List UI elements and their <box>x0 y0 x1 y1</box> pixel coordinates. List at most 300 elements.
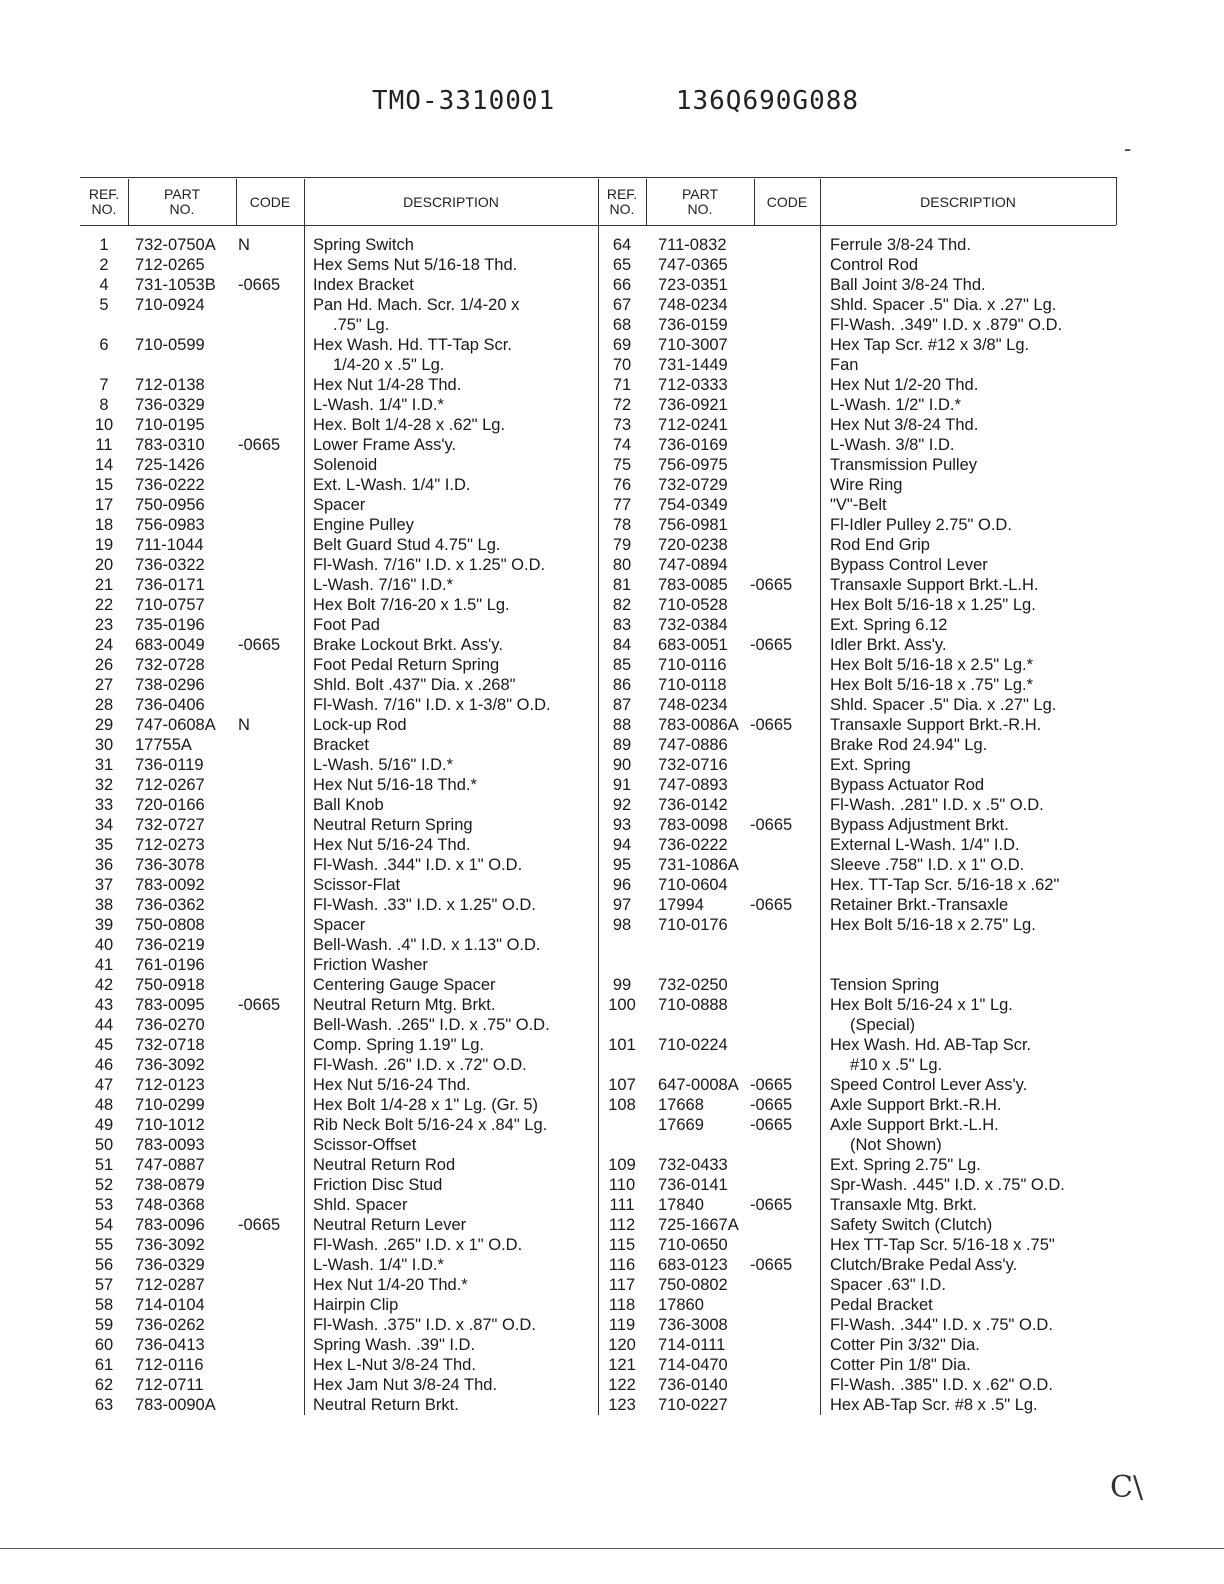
ref-no-cell: 122 <box>608 1376 636 1394</box>
description-cell: Pedal Bracket <box>830 1296 933 1314</box>
ref-no-cell: 81 <box>612 576 632 594</box>
description-cell: Spr-Wash. .445" I.D. x .75" O.D. <box>830 1176 1065 1194</box>
table-header-left <box>80 179 600 226</box>
ref-no-cell: 35 <box>94 836 114 854</box>
ref-no-cell: 85 <box>612 656 632 674</box>
part-no-cell: 738-0879 <box>135 1176 205 1194</box>
table-row <box>598 395 1116 415</box>
ref-no-cell: 2 <box>99 256 109 274</box>
ref-no-cell: 44 <box>94 1016 114 1034</box>
ref-no-cell: 68 <box>612 316 632 334</box>
part-no-cell: 748-0234 <box>658 696 728 714</box>
part-no-cell: 732-0433 <box>658 1156 728 1174</box>
header-ref-no: REF. NO. <box>88 186 120 217</box>
ref-no-cell: 59 <box>94 1316 114 1334</box>
part-no-cell: 783-0090A <box>135 1396 216 1414</box>
table-row <box>80 1255 600 1275</box>
ref-no-cell: 93 <box>612 816 632 834</box>
description-cell: Lock-up Rod <box>313 716 407 734</box>
table-row <box>598 455 1116 475</box>
table-row <box>80 615 600 635</box>
ref-no-cell: 92 <box>612 796 632 814</box>
part-no-cell: 710-0299 <box>135 1096 205 1114</box>
ref-no-cell: 112 <box>608 1216 636 1234</box>
part-no-cell: 17860 <box>658 1296 704 1314</box>
description-cell: Hex TT-Tap Scr. 5/16-18 x .75" <box>830 1236 1055 1254</box>
description-cell-line2: .75" Lg. <box>333 316 390 334</box>
part-no-cell: 736-0140 <box>658 1376 728 1394</box>
table-row <box>598 855 1116 875</box>
code-cell: -0665 <box>238 996 281 1014</box>
code-cell: -0665 <box>750 636 793 654</box>
ref-no-cell: 120 <box>608 1336 636 1354</box>
table-row <box>598 1275 1116 1295</box>
ref-no-cell: 87 <box>612 696 632 714</box>
ref-no-cell: 30 <box>94 736 114 754</box>
divider <box>236 179 237 225</box>
table-row <box>598 735 1116 755</box>
description-cell: Bypass Control Lever <box>830 556 988 574</box>
description-cell: Rod End Grip <box>830 536 930 554</box>
divider <box>646 179 647 225</box>
table-row <box>80 515 600 535</box>
ref-no-cell: 54 <box>94 1216 114 1234</box>
table-row <box>598 1095 1116 1115</box>
ref-no-cell: 79 <box>612 536 632 554</box>
parts-table-right <box>598 179 1116 1415</box>
ref-no-cell: 118 <box>608 1296 636 1314</box>
table-row <box>598 355 1116 375</box>
table-row <box>80 1395 600 1415</box>
ref-no-cell: 48 <box>94 1096 114 1114</box>
description-cell: Neutral Return Brkt. <box>313 1396 459 1414</box>
ref-no-cell: 66 <box>612 276 632 294</box>
part-no-cell: 736-0921 <box>658 396 728 414</box>
ref-no-cell: 57 <box>94 1276 114 1294</box>
description-cell: Ext. Spring 6.12 <box>830 616 948 634</box>
part-no-cell: 747-0893 <box>658 776 728 794</box>
part-no-cell: 712-0138 <box>135 376 205 394</box>
description-cell: Neutral Return Rod <box>313 1156 456 1174</box>
part-no-cell: 783-0093 <box>135 1136 205 1154</box>
description-cell: Bracket <box>313 736 369 754</box>
table-row <box>598 715 1116 735</box>
table-row <box>598 1255 1116 1275</box>
ref-no-cell: 80 <box>612 556 632 574</box>
table-row <box>598 295 1116 315</box>
header-part-no: PART NO. <box>163 186 201 217</box>
part-no-cell: 783-0085 <box>658 576 728 594</box>
description-cell: Hex Bolt 5/16-18 x 1.25" Lg. <box>830 596 1036 614</box>
ref-no-cell: 123 <box>608 1396 636 1414</box>
table-row <box>598 555 1116 575</box>
table-row <box>80 1335 600 1355</box>
part-no-cell: 712-0333 <box>658 376 728 394</box>
table-row <box>80 895 600 915</box>
table-row <box>598 1395 1116 1415</box>
ref-no-cell: 31 <box>94 756 114 774</box>
table-row <box>598 315 1116 335</box>
description-cell: L-Wash. 3/8" I.D. <box>830 436 955 454</box>
description-continuation <box>80 355 600 375</box>
ref-no-cell: 21 <box>94 576 114 594</box>
ref-no-cell: 71 <box>612 376 632 394</box>
description-cell: Shld. Spacer <box>313 1196 408 1214</box>
part-no-cell: 783-0095 <box>135 996 205 1014</box>
code-cell: -0665 <box>750 816 793 834</box>
part-no-cell: 710-0924 <box>135 296 205 314</box>
ref-no-cell: 7 <box>99 376 109 394</box>
page-bottom-rule <box>0 1548 1224 1549</box>
description-cell: Bell-Wash. .4" I.D. x 1.13" O.D. <box>313 936 541 954</box>
description-cell: Fl-Wash. 7/16" I.D. x 1.25" O.D. <box>313 556 546 574</box>
table-row <box>598 815 1116 835</box>
description-cell: Scissor-Flat <box>313 876 401 894</box>
description-cell: Spacer .63" I.D. <box>830 1276 946 1294</box>
description-cell: Ext. L-Wash. 1/4" I.D. <box>313 476 471 494</box>
description-cell: Centering Gauge Spacer <box>313 976 496 994</box>
divider <box>128 179 129 225</box>
table-row <box>598 875 1116 895</box>
description-cell: Hex L-Nut 3/8-24 Thd. <box>313 1356 476 1374</box>
ref-no-cell: 99 <box>612 976 632 994</box>
description-cell: Hex Nut 3/8-24 Thd. <box>830 416 979 434</box>
ref-no-cell: 110 <box>608 1176 636 1194</box>
description-continuation <box>598 1135 1116 1155</box>
table-row <box>80 1015 600 1035</box>
ref-no-cell: 89 <box>612 736 632 754</box>
table-row <box>598 915 1116 935</box>
description-cell: Hex Nut 5/16-24 Thd. <box>313 836 471 854</box>
description-cell: Sleeve .758" I.D. x 1" O.D. <box>830 856 1025 874</box>
part-no-cell: 710-0604 <box>658 876 728 894</box>
ref-no-cell: 74 <box>612 436 632 454</box>
table-row <box>598 1355 1116 1375</box>
ref-no-cell: 83 <box>612 616 632 634</box>
ref-no-cell: 119 <box>608 1316 636 1334</box>
table-row <box>80 735 600 755</box>
ref-no-cell: 19 <box>94 536 114 554</box>
ref-no-cell: 37 <box>94 876 114 894</box>
part-no-cell: 747-0886 <box>658 736 728 754</box>
table-row <box>598 1335 1116 1355</box>
part-no-cell: 683-0049 <box>135 636 205 654</box>
header-ref-no: REF. NO. <box>606 186 638 217</box>
description-cell: Scissor-Offset <box>313 1136 417 1154</box>
description-cell: Neutral Return Spring <box>313 816 473 834</box>
description-cell: Hairpin Clip <box>313 1296 399 1314</box>
description-cell: L-Wash. 1/2" I.D.* <box>830 396 961 414</box>
part-no-cell: 732-0250 <box>658 976 728 994</box>
description-cell-line2: #10 x .5" Lg. <box>850 1056 943 1074</box>
ref-no-cell: 77 <box>612 496 632 514</box>
table-row <box>80 1355 600 1375</box>
table-row <box>80 755 600 775</box>
ref-no-cell: 107 <box>608 1076 636 1094</box>
description-cell: L-Wash. 7/16" I.D.* <box>313 576 454 594</box>
part-no-cell: 712-0116 <box>135 1356 204 1374</box>
ref-no-cell: 115 <box>608 1236 636 1254</box>
table-row <box>598 595 1116 615</box>
ref-no-cell: 60 <box>94 1336 114 1354</box>
ref-no-cell: 34 <box>94 816 114 834</box>
description-cell: Ball Joint 3/8-24 Thd. <box>830 276 986 294</box>
table-row <box>598 1315 1116 1335</box>
description-cell: Belt Guard Stud 4.75" Lg. <box>313 536 501 554</box>
ref-no-cell: 70 <box>612 356 632 374</box>
description-cell: Hex Wash. Hd. TT-Tap Scr. <box>313 336 512 354</box>
description-cell: L-Wash. 1/4" I.D.* <box>313 396 444 414</box>
description-cell: Bypass Actuator Rod <box>830 776 985 794</box>
table-row <box>80 1035 600 1055</box>
table-row <box>80 475 600 495</box>
part-no-cell: 750-0808 <box>135 916 205 934</box>
code-cell: -0665 <box>238 276 281 294</box>
description-cell: Fl-Wash. .265" I.D. x 1" O.D. <box>313 1236 523 1254</box>
ref-no-cell: 76 <box>612 476 632 494</box>
part-no-cell: 736-0222 <box>135 476 205 494</box>
ref-no-cell: 15 <box>94 476 114 494</box>
ref-no-cell: 121 <box>608 1356 636 1374</box>
table-row <box>80 975 600 995</box>
ref-no-cell: 65 <box>612 256 632 274</box>
description-cell: Hex Bolt 1/4-28 x 1" Lg. (Gr. 5) <box>313 1096 539 1114</box>
part-no-cell: 732-0716 <box>658 756 728 774</box>
part-no-cell: 710-0116 <box>658 656 727 674</box>
part-no-cell: 732-0750A <box>135 236 216 254</box>
part-no-cell: 17668 <box>658 1096 704 1114</box>
table-row <box>80 1175 600 1195</box>
table-row <box>598 795 1116 815</box>
ref-no-cell: 116 <box>608 1256 636 1274</box>
table-row <box>598 475 1116 495</box>
part-no-cell: 736-0322 <box>135 556 205 574</box>
table-row <box>80 595 600 615</box>
part-no-cell: 731-1053B <box>135 276 216 294</box>
table-row <box>598 675 1116 695</box>
part-no-cell: 736-0362 <box>135 896 205 914</box>
header-code: CODE <box>249 193 291 210</box>
code-cell: -0665 <box>750 716 793 734</box>
description-cell: Fl-Idler Pulley 2.75" O.D. <box>830 516 1012 534</box>
ref-no-cell: 5 <box>99 296 109 314</box>
part-no-cell: 710-0224 <box>658 1036 728 1054</box>
part-no-cell: 712-0287 <box>135 1276 205 1294</box>
ref-no-cell: 36 <box>94 856 114 874</box>
ref-no-cell: 50 <box>94 1136 114 1154</box>
table-row <box>598 435 1116 455</box>
part-no-cell: 725-1426 <box>135 456 205 474</box>
part-no-cell: 731-1449 <box>658 356 728 374</box>
part-no-cell: 723-0351 <box>658 276 728 294</box>
scan-dash-mark: - <box>1124 136 1132 161</box>
part-no-cell: 750-0802 <box>658 1276 728 1294</box>
table-row <box>598 895 1116 915</box>
ref-no-cell: 28 <box>94 696 114 714</box>
code-cell: N <box>238 236 250 254</box>
description-cell: Fl-Wash. .385" I.D. x .62" O.D. <box>830 1376 1053 1394</box>
table-row <box>598 1115 1116 1135</box>
description-cell: Neutral Return Mtg. Brkt. <box>313 996 496 1014</box>
part-no-cell: 714-0111 <box>658 1336 726 1354</box>
part-no-cell: 17994 <box>658 896 704 914</box>
description-cell: Clutch/Brake Pedal Ass'y. <box>830 1256 1018 1274</box>
table-row <box>80 835 600 855</box>
description-cell: Bypass Adjustment Brkt. <box>830 816 1009 834</box>
table-row <box>80 815 600 835</box>
description-continuation <box>598 1055 1116 1075</box>
part-no-cell: 710-0599 <box>135 336 205 354</box>
part-no-cell: 714-0470 <box>658 1356 728 1374</box>
table-row <box>598 635 1116 655</box>
part-no-cell: 647-0008A <box>658 1076 739 1094</box>
ref-no-cell: 47 <box>94 1076 114 1094</box>
ref-no-cell: 62 <box>94 1376 114 1394</box>
description-cell: Shld. Spacer .5" Dia. x .27" Lg. <box>830 696 1057 714</box>
part-no-cell: 710-3007 <box>658 336 728 354</box>
part-no-cell: 732-0729 <box>658 476 728 494</box>
part-no-cell: 747-0894 <box>658 556 728 574</box>
description-cell: Control Rod <box>830 256 919 274</box>
part-no-cell: 754-0349 <box>658 496 728 514</box>
ref-no-cell: 94 <box>612 836 632 854</box>
header-part-no: PART NO. <box>681 186 719 217</box>
ref-no-cell: 73 <box>612 416 632 434</box>
code-cell: -0665 <box>750 1076 793 1094</box>
ref-no-cell: 56 <box>94 1256 114 1274</box>
part-no-cell: 761-0196 <box>135 956 205 974</box>
table-row <box>80 875 600 895</box>
description-cell: Spring Wash. .39" I.D. <box>313 1336 476 1354</box>
table-row <box>80 635 600 655</box>
description-cell: Hex Bolt 7/16-20 x 1.5" Lg. <box>313 596 510 614</box>
ref-no-cell: 24 <box>94 636 114 654</box>
part-no-cell: 736-0413 <box>135 1336 205 1354</box>
description-cell: Fl-Wash. .344" I.D. x 1" O.D. <box>313 856 523 874</box>
description-cell: Hex Wash. Hd. AB-Tap Scr. <box>830 1036 1032 1054</box>
ref-no-cell: 91 <box>612 776 632 794</box>
table-top-rule <box>80 177 1116 178</box>
description-cell: Hex Bolt 5/16-18 x 2.75" Lg. <box>830 916 1036 934</box>
description-cell: Solenoid <box>313 456 378 474</box>
code-cell: N <box>238 716 250 734</box>
model-number: TMO-3310001 <box>372 86 556 116</box>
description-cell: Hex Nut 5/16-24 Thd. <box>313 1076 471 1094</box>
ref-no-cell: 29 <box>94 716 114 734</box>
part-no-cell: 725-1667A <box>658 1216 739 1234</box>
table-row <box>598 615 1116 635</box>
part-no-cell: 731-1086A <box>658 856 739 874</box>
description-cell: Transaxle Support Brkt.-R.H. <box>830 716 1042 734</box>
table-row <box>598 1215 1116 1235</box>
description-cell: Hex Sems Nut 5/16-18 Thd. <box>313 256 518 274</box>
description-cell: Hex Bolt 5/16-24 x 1" Lg. <box>830 996 1013 1014</box>
part-no-cell: 747-0608A <box>135 716 216 734</box>
part-no-cell: 712-0267 <box>135 776 205 794</box>
ref-no-cell: 72 <box>612 396 632 414</box>
document-ids <box>372 86 859 116</box>
ref-no-cell: 108 <box>608 1096 636 1114</box>
table-row <box>598 1295 1116 1315</box>
description-cell: Neutral Return Lever <box>313 1216 467 1234</box>
description-cell: Hex. Bolt 1/4-28 x .62" Lg. <box>313 416 506 434</box>
table-row <box>80 555 600 575</box>
description-cell: Shld. Spacer .5" Dia. x .27" Lg. <box>830 296 1057 314</box>
description-cell: Foot Pad <box>313 616 380 634</box>
divider <box>754 179 755 225</box>
part-no-cell: 756-0983 <box>135 516 205 534</box>
table-row <box>598 1155 1116 1175</box>
ref-no-cell: 52 <box>94 1176 114 1194</box>
ref-no-cell: 22 <box>94 596 114 614</box>
description-cell: Hex Nut 1/2-20 Thd. <box>830 376 979 394</box>
description-cell: Transmission Pulley <box>830 456 978 474</box>
table-row <box>598 335 1116 355</box>
description-cell: Hex Jam Nut 3/8-24 Thd. <box>313 1376 498 1394</box>
description-cell: Fl-Wash. 7/16" I.D. x 1-3/8" O.D. <box>313 696 551 714</box>
description-cell: Cotter Pin 1/8" Dia. <box>830 1356 971 1374</box>
table-row <box>598 235 1116 255</box>
table-row <box>80 855 600 875</box>
ref-no-cell: 100 <box>608 996 636 1014</box>
table-row <box>80 1315 600 1335</box>
part-no-cell: 710-0650 <box>658 1236 728 1254</box>
ref-no-cell: 11 <box>95 436 113 454</box>
ref-no-cell: 32 <box>94 776 114 794</box>
part-no-cell: 710-1012 <box>135 1116 205 1134</box>
description-cell: Lower Frame Ass'y. <box>313 436 457 454</box>
header-description: DESCRIPTION <box>403 193 499 210</box>
table-row <box>80 455 600 475</box>
part-no-cell: 720-0166 <box>135 796 205 814</box>
part-no-cell: 710-0176 <box>658 916 728 934</box>
part-no-cell: 748-0368 <box>135 1196 205 1214</box>
part-no-cell: 710-0757 <box>135 596 205 614</box>
part-no-cell: 748-0234 <box>658 296 728 314</box>
description-cell: Transaxle Mtg. Brkt. <box>830 1196 978 1214</box>
part-no-cell: 711-1044 <box>135 536 204 554</box>
description-cell: Friction Disc Stud <box>313 1176 443 1194</box>
description-cell: Brake Rod 24.94" Lg. <box>830 736 988 754</box>
description-cell: Comp. Spring 1.19" Lg. <box>313 1036 484 1054</box>
description-cell: Brake Lockout Brkt. Ass'y. <box>313 636 503 654</box>
code-cell: -0665 <box>750 1196 793 1214</box>
description-cell: Fl-Wash. .26" I.D. x .72" O.D. <box>313 1056 527 1074</box>
ref-no-cell: 8 <box>99 396 109 414</box>
description-cell: Rib Neck Bolt 5/16-24 x .84" Lg. <box>313 1116 548 1134</box>
ref-no-cell: 64 <box>612 236 632 254</box>
description-cell: Fl-Wash. .33" I.D. x 1.25" O.D. <box>313 896 536 914</box>
ref-no-cell: 98 <box>612 916 632 934</box>
table-row <box>80 255 600 275</box>
ref-no-cell: 111 <box>609 1196 635 1214</box>
table-row <box>598 1035 1116 1055</box>
description-cell: Axle Support Brkt.-L.H. <box>830 1116 999 1134</box>
part-no-cell: 720-0238 <box>658 536 728 554</box>
part-no-cell: 747-0365 <box>658 256 728 274</box>
table-row <box>598 495 1116 515</box>
description-cell: Ball Knob <box>313 796 384 814</box>
table-row <box>80 535 600 555</box>
table-row <box>598 275 1116 295</box>
description-cell: Wire Ring <box>830 476 903 494</box>
table-row <box>80 1195 600 1215</box>
part-no-cell: 736-0329 <box>135 396 205 414</box>
table-row <box>80 575 600 595</box>
description-cell: Hex Nut 1/4-28 Thd. <box>313 376 462 394</box>
table-row <box>80 1135 600 1155</box>
ref-no-cell: 41 <box>94 956 114 974</box>
